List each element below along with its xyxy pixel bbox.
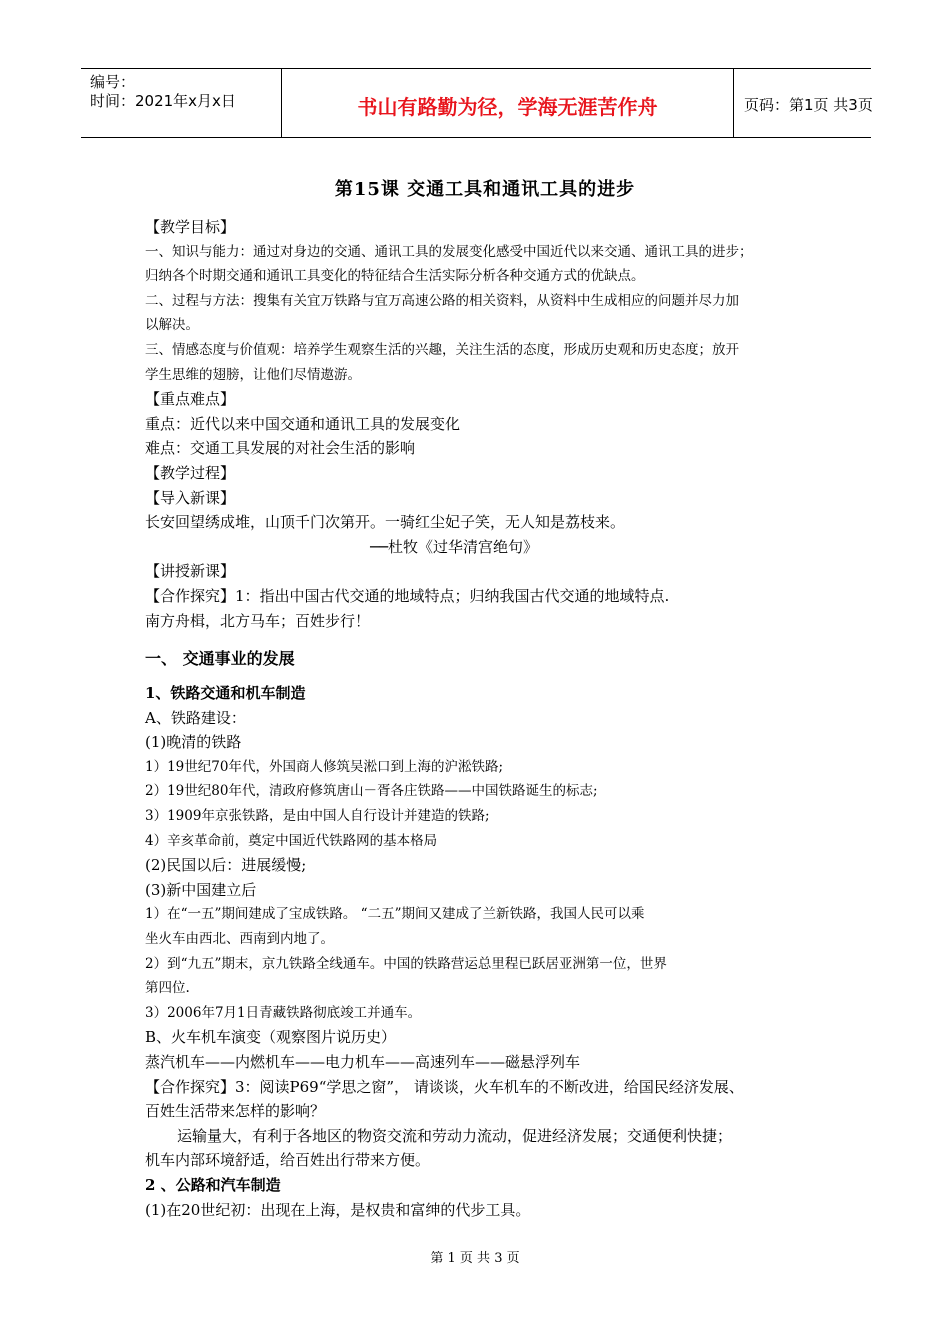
paragraph: 重点：近代以来中国交通和通讯工具的发展变化 [145,414,461,433]
list-item: 1）在“一五”期间建成了宝成铁路。 “二五”期间又建成了兰新铁路，我国人民可以乘 [145,906,645,923]
paragraph: (1)在20世纪初：出现在上海，是权贵和富绅的代步工具。 [145,1200,531,1219]
paragraph: A、铁路建设： [145,708,246,727]
paragraph: 学生思维的翅膀，让他们尽情遨游。 [145,366,361,383]
document-body [145,175,825,1222]
section-title: 一、 交通事业的发展 [145,649,295,669]
section-heading: 【教学过程】 [145,463,236,482]
lesson-title: 第15课 交通工具和通讯工具的进步 [334,179,636,200]
paragraph: 百姓生活带来怎样的影响？ [145,1102,326,1121]
paragraph: 机车内部环境舒适，给百姓出行带来方便。 [145,1151,431,1170]
list-item: 1）19世纪70年代，外国商人修筑吴淞口到上海的沪淞铁路; [145,758,503,775]
paragraph: 【合作探究】3：阅读P69“学思之窗”， 请谈谈，火车机车的不断改进，给国民经济发展、 [145,1077,744,1096]
paragraph: (2)民国以后：进展缓慢; [145,856,307,875]
header-motto-cell [281,69,734,137]
list-item: 3）1909年京张铁路，是由中国人自行设计并建造的铁路; [145,808,490,825]
paragraph: 归纳各个时期交通和通讯工具变化的特征结合生活实际分析各种交通方式的优缺点。 [145,268,645,285]
paragraph: (3)新中国建立后 [145,880,257,899]
section-heading: 【讲授新课】 [145,562,236,581]
list-item: 3）2006年7月1日青藏铁路彻底竣工并通车。 [145,1004,422,1021]
list-item: 2）到“九五”期末，京九铁路全线通车。中国的铁路营运总里程已跃居亚洲第一位，世界 [145,955,667,972]
section-heading: 【重点难点】 [145,390,236,409]
section-heading: 【导入新课】 [145,488,236,507]
paragraph: 蒸汽机车——内燃机车——电力机车——高速列车——磁悬浮列车 [145,1053,581,1071]
paragraph: 三、情感态度与价值观：培养学生观察生活的兴趣，关注生活的态度，形成历史观和历史态度；放开 [145,341,739,358]
paragraph: B、火车机车演变（观察图片说历史） [145,1028,397,1047]
list-item: 2）19世纪80年代，清政府修筑唐山－胥各庄铁路——中国铁路诞生的标志; [145,783,598,800]
paragraph: 一、知识与能力：通过对身边的交通、通讯工具的发展变化感受中国近代以来交通、通讯工具的进步； [145,243,753,260]
list-item: 坐火车由西北、西南到内地了。 [145,931,334,948]
paragraph: 南方舟楫，北方马车；百姓步行！ [145,611,371,630]
subsection-title: 2 、公路和汽车制造 [145,1175,281,1194]
number-label: 编号： [90,73,136,91]
page-header [81,68,871,138]
motto: 书山有路勤为径，学海无涯苦作舟 [357,95,658,119]
list-item: 4）辛亥革命前，奠定中国近代铁路网的基本格局 [145,832,438,849]
poem-source: ──杜牧《过华清宫绝句》 [370,537,539,556]
paragraph: 运输量大，有利于各地区的物资交流和劳动力流动，促进经济发展；交通便利快捷； [177,1126,733,1145]
time-label: 时间：2021年x月x日 [90,92,236,110]
paragraph: 以解决。 [145,317,199,334]
paragraph: 二、过程与方法：搜集有关宜万铁路与宜万高速公路的相关资料，从资料中生成相应的问题并尽力加 [145,292,739,309]
page-footer: 第 1 页 共 3 页 [430,1251,520,1266]
subsection-title: 1、铁路交通和机车制造 [145,684,306,703]
header-page-cell [732,69,871,137]
paragraph: (1)晚清的铁路 [145,733,242,752]
paragraph: 【合作探究】1：指出中国古代交通的地域特点；归纳我国古代交通的地域特点. [145,586,670,605]
header-meta [81,69,281,137]
paragraph: 难点：交通工具发展的对社会生活的影响 [145,439,416,458]
list-item: 第四位. [145,980,190,997]
poem: 长安回望绣成堆，山顶千门次第开。一骑红尘妃子笑，无人知是荔枝来。 [145,513,626,532]
page-info: 页码：第1页 共3页 [744,96,873,114]
section-heading: 【教学目标】 [145,218,236,236]
